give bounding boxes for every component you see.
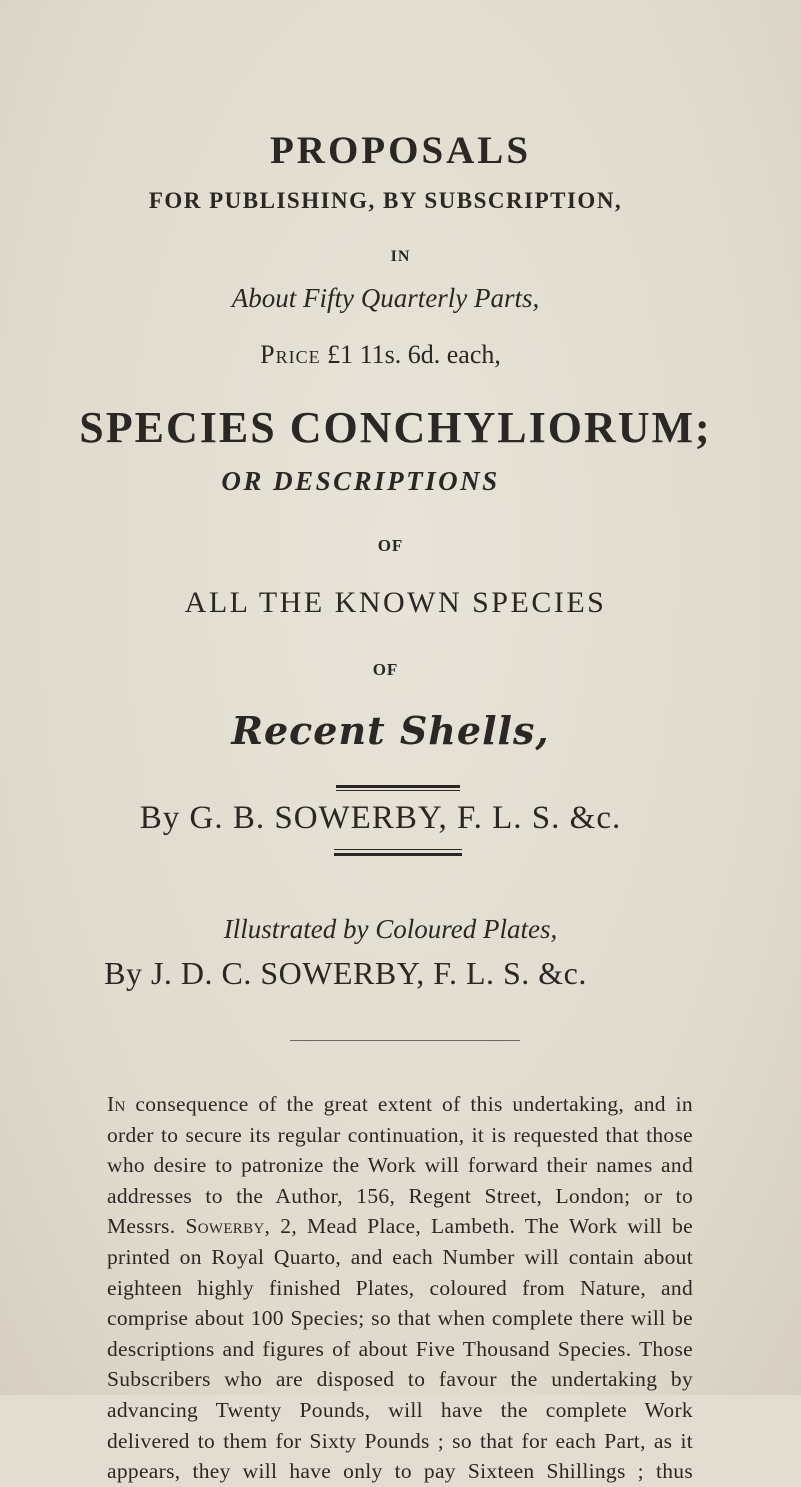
heading: PROPOSALS xyxy=(269,129,532,172)
divider-bottom-thin xyxy=(334,849,462,850)
of-line-1: OF xyxy=(377,536,404,555)
body-paragraph xyxy=(107,1089,693,1487)
divider-bottom-thick xyxy=(334,853,462,856)
or-descriptions: OR DESCRIPTIONS xyxy=(221,466,500,496)
price-label: Price xyxy=(260,340,321,369)
divider-top-thick xyxy=(336,785,460,788)
title: SPECIES CONCHYLIORUM; xyxy=(79,403,712,452)
parts-line: About Fifty Quarterly Parts, xyxy=(231,283,540,313)
illustrator-line: By J. D. C. SOWERBY, F. L. S. &c. xyxy=(104,955,587,991)
subheading: FOR PUBLISHING, BY SUBSCRIPTION, xyxy=(148,188,623,213)
divider-section xyxy=(290,1040,520,1041)
in-line: IN xyxy=(390,248,411,265)
body-text-2: , 2, Mead Place, Lambeth. The Work will be printed on Royal Quarto, and each Number will contain about eighteen highly finished Plates, coloured from Nature, and comprise about 100 Species; so that when complete there will be descriptions and figures of about Five Thousand Species. Those Subscribers who are disposed to favour the undertaking by advancing Twenty Pounds, will have the complete Work delivered to them for Sixty Pounds ; so that for each Part, as it appears, they will have only to pay Sixteen Shillings ; thus xyxy=(107,1214,693,1484)
recent-shells: Recent Shells, xyxy=(231,708,550,753)
of-line-2: OF xyxy=(372,660,399,679)
body-text-1: consequence of the great extent of this undertaking, and in order to secure its regular continuation, it is requested that those who desire to patronize the Work will forward their names and addresses to the Author, 156, Regent Street, London; or to Messrs. xyxy=(107,1092,693,1239)
author-line: By G. B. SOWERBY, F. L. S. &c. xyxy=(139,800,622,836)
price-line xyxy=(0,340,781,370)
all-known-species: ALL THE KNOWN SPECIES xyxy=(184,586,607,619)
price-value: £1 11s. 6d. each, xyxy=(327,340,501,369)
divider-top-thin xyxy=(336,790,460,791)
illustrated-line: Illustrated by Coloured Plates, xyxy=(223,914,558,944)
body-drop-word: In xyxy=(107,1092,126,1116)
body-sowerby: Sowerby xyxy=(185,1214,265,1239)
